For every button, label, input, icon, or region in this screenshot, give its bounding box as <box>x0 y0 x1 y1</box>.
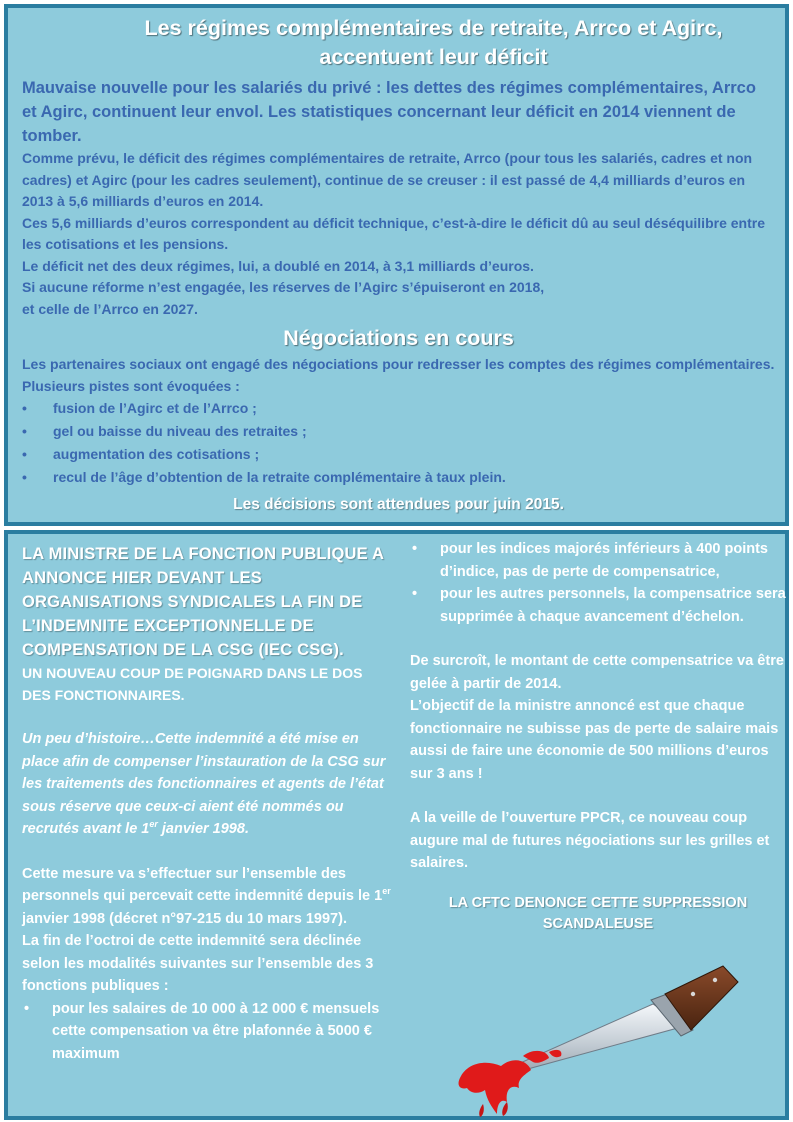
paragraph-technical-deficit: Ces 5,6 milliards d’euros correspondent au déficit technique, c’est-à-dire le déficit dû au seul déséquilibre entre les cotisations et les pensions. <box>22 214 765 252</box>
paragraph-deficit: Comme prévu, le déficit des régimes complémentaires de retraite, Arrco (pour tous les salariés, cadres et non cadres) et Agirc (pour les cadres seulement), continue de se creuser : il est passé de 4,4 milliards d’euros en 2013 à 5,6 milliards d’euros en 2014. <box>22 150 753 209</box>
list-item: • gel ou baisse du niveau des retraites ; <box>22 420 775 443</box>
article-title-line1: Les régimes complémentaires de retraite, Arrco et Agirc, <box>144 16 723 40</box>
objective-paragraph: L’objectif de la ministre annoncé est que chaque fonctionnaire ne subisse pas de perte de salaire mais aussi de faire une économie de 500 millions d’euros sur 3 ans ! <box>410 698 779 782</box>
reserves-line1: Si aucune réforme n’est engagée, les réserves de l’Agirc s’épuiseront en 2018, <box>22 279 545 295</box>
reserves-line2: et celle de l’Arrco en 2027. <box>22 300 198 317</box>
list-item: • augmentation des cotisations ; <box>22 443 775 466</box>
decision-date: Les décisions sont attendues pour juin 2015. <box>233 496 564 513</box>
freeze-paragraph: De surcroît, le montant de cette compensatrice va être gelée à partir de 2014. <box>410 653 784 692</box>
list-item: • pour les indices majorés inférieurs à 400 points d’indice, pas de perte de compensatrice, <box>410 538 786 583</box>
modalities-paragraph: La fin de l’octroi de cette indemnité sera déclinée selon les modalités suivantes sur l’ensemble des 3 fonctions publiques : <box>22 933 374 994</box>
bloody-knife-icon <box>453 964 743 1119</box>
measure-paragraph <box>22 863 394 931</box>
history-sup: er <box>149 819 158 830</box>
list-item: • recul de l’âge d’obtention de la retraite complémentaire à taux plein. <box>22 466 775 489</box>
negotiations-heading: Négociations en cours <box>283 326 514 350</box>
cftc-statement: LA CFTC DENONCE CETTE SUPPRESSION SCANDALEUSE <box>448 894 748 932</box>
measure-text: Cette mesure va s’effectuer sur l’ensemble des personnels qui percevait cette indemnité depuis le 1 <box>22 865 383 904</box>
article-title-line2: accentuent leur déficit <box>319 45 548 69</box>
csg-article-panel <box>4 530 789 1120</box>
csg-headline: LA MINISTRE DE LA FONCTION PUBLIQUE A ANNONCE HIER DEVANT LES ORGANISATIONS SYNDICALES LA FIN DE L’INDEMNITE EXCEPTIONNELLE DE COMPENSATION DE LA CSG (IEC CSG). <box>22 545 384 659</box>
history-text: Un peu d’histoire…Cette indemnité a été mise en place afin de compenser l’instauration de la CSG sur les traitements des fonctionnaires et agents de l’état sous réserve que ceux-ci aient été nommés ou recrutés avant le 1 <box>22 731 386 837</box>
retirement-article-panel <box>4 4 789 526</box>
list-item: • fusion de l’Agirc et de l’Arrco ; <box>22 397 775 420</box>
article-lead: Mauvaise nouvelle pour les salariés du privé : les dettes des régimes complémentaires, Arrco et Agirc, continuent leur envol. Les statistiques concernant leur déficit en 2014 viennent de tomber. <box>22 79 756 145</box>
paragraph-negotiations: Les partenaires sociaux ont engagé des négociations pour redresser les comptes des régimes complémentaires. Plusieurs pistes sont évoquées : <box>22 356 775 394</box>
measure-end: janvier 1998 (décret n°97-215 du 10 mars 1997). <box>22 910 347 927</box>
left-column <box>22 542 394 1065</box>
paragraph-net-deficit: Le déficit net des deux régimes, lui, a doublé en 2014, à 3,1 milliards d’euros. <box>22 257 534 274</box>
measure-sup: er <box>382 886 391 897</box>
list-item: • pour les autres personnels, la compensatrice sera supprimée à chaque avancement d’échelon. <box>410 583 786 628</box>
modalities-list-right <box>410 538 786 628</box>
article-title <box>22 14 775 72</box>
paragraph-reserves <box>22 277 775 320</box>
right-column <box>410 538 786 935</box>
options-list <box>22 397 775 489</box>
history-paragraph <box>22 728 394 841</box>
modalities-list-left <box>22 998 394 1066</box>
csg-subheadline: UN NOUVEAU COUP DE POIGNARD DANS LE DOS DES FONCTIONNAIRES. <box>22 665 363 703</box>
list-item: • pour les salaires de 10 000 à 12 000 € mensuels cette compensation va être plafonnée à 5000 € maximum <box>22 998 394 1066</box>
history-end: janvier 1998. <box>157 821 249 837</box>
ppcr-paragraph: A la veille de l’ouverture PPCR, ce nouveau coup augure mal de futures négociations sur les grilles et salaires. <box>410 810 770 871</box>
